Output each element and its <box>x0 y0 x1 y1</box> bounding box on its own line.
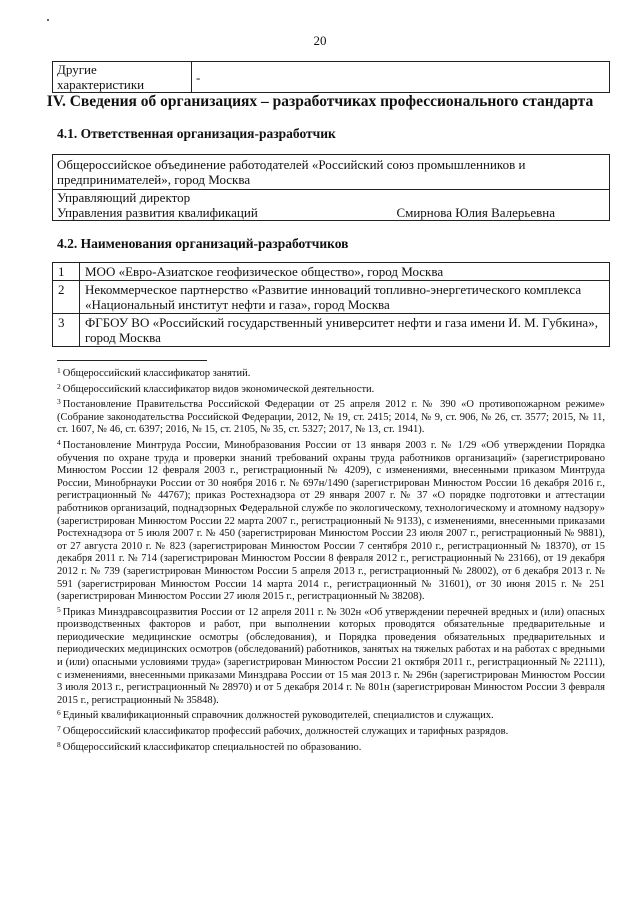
developer-name: ФГБОУ ВО «Российский государственный университет нефти и газа имени И. М. Губкина», город Москва <box>80 314 610 347</box>
director-name: Смирнова Юлия Валерьевна <box>396 205 555 220</box>
footnote-text: Приказ Минздравсоцразвития России от 12 апреля 2011 г. № 302н «Об утверждении перечней вредных и (или) опасных производственных факторов и работ, при выполнении которых проводятся обязательные предварительные и периодические медицинские осмотры (обследования), и Порядка проведения обязательных предварительных и периодических медицинских осмотров (обследований) работников, занятых на тяжелых работах и на работах с вредными и (или) опасными условиями труда» (зарегистрирован Минюстом России 21 октября 2011 г., регистрационный № 22111), с изменениями, внесенными приказами Минздрава России от 15 мая 2013 г. № 296н (зарегистрирован Минюстом России 3 июля 2013 г., регистрационный № 28970) и от 5 декабря 2014 г. № 801н (зарегистрирован Минюстом России 3 февраля 2015 г., регистрационный № 35848). <box>57 606 605 706</box>
row-number: 2 <box>53 281 80 314</box>
position-unit: Управления развития квалификаций <box>57 205 258 220</box>
section-title: IV. Сведения об организациях – разработчиках профессионального стандарта <box>46 93 594 110</box>
footnote <box>57 396 605 437</box>
row-number: 3 <box>53 314 80 347</box>
footnote-text: Постановление Правительства Российской Федерации от 25 апреля 2012 г. № 390 «О противопожарном режиме» (Собрание законодательства Российской Федерации, 2012, № 19, ст. 2415; 2014, № 9, ст. 906, № 26, ст. 3577; 2015, № 11, ст. 1607, № 46, ст. 6397; 2016, № 15, ст. 2105, № 35, ст. 5327; 2017, № 13, ст. 1941). <box>57 399 605 436</box>
footnotes <box>57 365 605 754</box>
footnote <box>57 381 605 397</box>
page-number: 20 <box>313 33 327 48</box>
other-characteristics-value: - <box>192 62 610 93</box>
footnote-separator <box>57 360 207 361</box>
footnote-marker: 2 <box>57 381 61 391</box>
scan-speck <box>47 19 49 21</box>
footnote <box>57 604 605 708</box>
developer-name: Некоммерческое партнерство «Развитие инноваций топливно-энергетического комплекса «Национальный институт нефти и газа», город Москва <box>80 281 610 314</box>
footnote <box>57 437 605 604</box>
footnote-marker: 5 <box>57 604 61 614</box>
footnote-text: Общероссийский классификатор специальностей по образованию. <box>62 741 362 753</box>
table-row <box>53 190 610 221</box>
footnote <box>57 365 605 381</box>
footnote-marker: 6 <box>57 708 61 718</box>
footnote <box>57 707 605 723</box>
footnote <box>57 723 605 739</box>
footnote-marker: 7 <box>57 724 61 734</box>
footnote-text: Постановление Минтруда России, Минобразования России от 13 января 2003 г. № 1/29 «Об утверждении Порядка обучения по охране труда и проверки знаний требований охраны труда работников организаций» (зарегистрировано Минюстом России 12 февраля 2003 г., регистрационный № 4209), с изменениями, внесенными приказом Минтруда России, Минобрнауки России от 30 ноября 2016 г. № 697н/1490 (зарегистрирован Минюстом России 16 декабря 2016 г., регистрационный № 44767); приказ Ростехнадзора от 29 января 2007 г. № 37 «О порядке подготовки и аттестации работников организаций, поднадзорных Федеральной службе по экологическому, технологическому и атомному надзору» (зарегистрирован Минюстом России 22 марта 2007 г., регистрационный № 9133), с изменениями, внесенными приказами Ростехнадзора от 5 июля 2007 г. № 450 (зарегистрирован Минюстом России 23 июля 2007 г., регистрационный № 9881), от 27 августа 2010 г. № 823 (зарегистрирован Минюстом России 7 сентября 2010 г., регистрационный № 18370), от 15 декабря 2011 г. № 714 (зарегистрирован Минюстом России 8 февраля 2012 г., регистрационный № 23166), от 19 декабря 2012 г. № 739 (зарегистрирован Минюстом России 5 апреля 2013 г., регистрационный № 28002), от 6 декабря 2013 г. № 591 (зарегистрирован Минюстом России 14 марта 2014 г., регистрационный № 31601), от 30 июня 2015 г. № 251 (зарегистрирован Минюстом России 27 июля 2015 г., регистрационный № 38208). <box>57 439 605 603</box>
footnote-marker: 4 <box>57 437 61 447</box>
other-characteristics-table <box>52 61 610 93</box>
footnote-text: Общероссийский классификатор видов экономической деятельности. <box>62 383 375 395</box>
footnote-marker: 1 <box>57 366 61 375</box>
row-number: 1 <box>53 263 80 281</box>
table-row <box>53 62 610 93</box>
footnote <box>57 739 605 755</box>
table-row <box>53 263 610 281</box>
footnote-marker: 3 <box>57 397 61 407</box>
footnote-marker: 8 <box>57 739 61 749</box>
footnote-text: Общероссийский классификатор профессий рабочих, должностей служащих и тарифных разрядов. <box>62 726 509 738</box>
developers-table <box>52 262 610 347</box>
footnote-text: Единый квалификационный справочник должностей руководителей, специалистов и служащих. <box>62 710 494 722</box>
developer-name: МОО «Евро-Азиатское геофизическое общество», город Москва <box>80 263 610 281</box>
position-line-1: Управляющий директор <box>57 190 191 205</box>
table-row <box>53 314 610 347</box>
responsible-org-name: Общероссийское объединение работодателей «Российский союз промышленников и предпринимателей», город Москва <box>53 155 610 190</box>
table-row <box>53 281 610 314</box>
footnote-text: Общероссийский классификатор занятий. <box>62 368 251 379</box>
other-characteristics-label: Другие характеристики <box>53 62 192 93</box>
responsible-org-box <box>52 154 610 221</box>
responsible-signatory <box>53 190 610 221</box>
developers-heading: 4.2. Наименования организаций-разработчиков <box>57 236 349 251</box>
table-row <box>53 155 610 190</box>
position-line-2 <box>57 205 605 220</box>
responsible-org-heading: 4.1. Ответственная организация-разработчик <box>57 126 336 141</box>
